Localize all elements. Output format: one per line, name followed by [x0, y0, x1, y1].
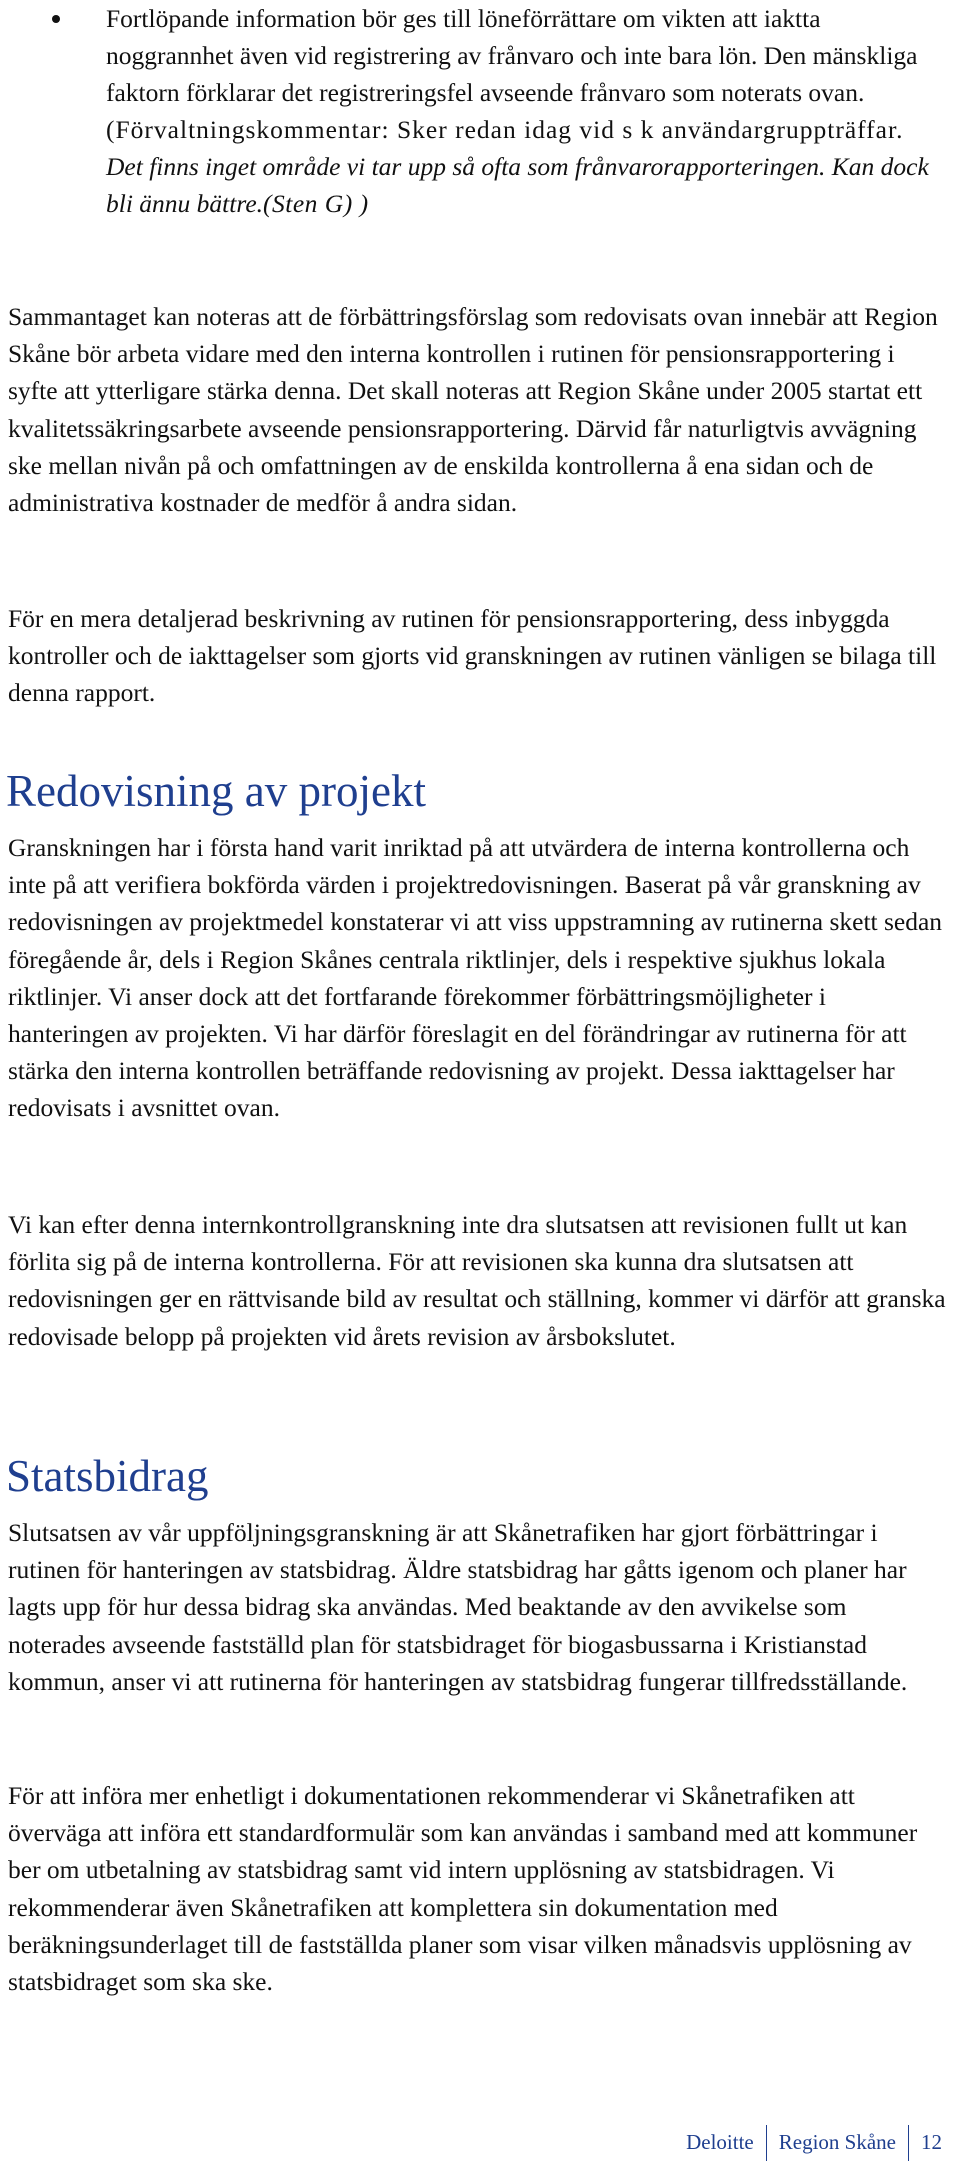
management-comment-signature: (Sten G) ) [263, 189, 369, 218]
bullet-dot-icon [52, 15, 60, 23]
footer-firm-name: Deloitte [686, 2130, 754, 2154]
footer-divider [766, 2125, 767, 2161]
management-comment-intro: (Förvaltningskommentar: Sker redan idag vid s k användargruppträffar. [106, 115, 904, 144]
page-footer [686, 2129, 942, 2155]
statsbidrag-paragraph-2: För att införa mer enhetligt i dokumentationen rekommenderar vi Skånetrafiken att överväga att införa ett standardformulär som kan användas i samband med att kommuner ber om utbetalning av statsbidrag samt vid intern upplösning av statsbidragen. Vi rekommenderar även Skånetrafiken att komplettera sin dokumentation med beräkningsunderlaget till de fastställda planer som visar vilken månadsvis upplösning av statsbidraget som ska ske. [8, 1781, 918, 1997]
summary-paragraph: Sammantaget kan noteras att de förbättringsförslag som redovisats ovan innebär att Region Skåne bör arbeta vidare med den interna kontrollen i rutinen för pensionsrapportering i syfte att ytterligare stärka denna. Det skall noteras att Region Skåne under 2005 startat ett kvalitetssäkringsarbete avseende pensionsrapportering. Därvid får naturligtvis avvägning ske mellan nivån på och omfattningen av de enskilda kontrollerna å ena sidan och de administrativa kostnader de medför å andra sidan. [8, 302, 938, 518]
management-comment-body: Det finns inget område vi tar upp så ofta som frånvarorapporteringen. Kan dock bli ännu bättre. [106, 152, 929, 218]
details-paragraph: För en mera detaljerad beskrivning av rutinen för pensionsrapportering, dess inbyggda kontroller och de iakttagelser som gjorts vid granskningen av rutinen vänligen se bilaga till denna rapport. [8, 604, 937, 708]
statsbidrag-paragraph-1: Slutsatsen av vår uppföljningsgranskning är att Skånetrafiken har gjort förbättringar i rutinen för hanteringen av statsbidrag. Äldre statsbidrag har gåtts igenom och planer har lagts upp för hur dessa bidrag ska användas. Med beaktande av den avvikelse som noterades avseende fastställd plan för statsbidraget för biogasbussarna i Kristianstad kommun, anser vi att rutinerna för hanteringen av statsbidrag fungerar tillfredsställande. [8, 1518, 908, 1696]
bullet-text: Fortlöpande information bör ges till löneförrättare om vikten att iaktta noggrannhet även vid registrering av frånvaro och inte bara lön. Den mänskliga faktorn förklarar det registreringsfel avseende frånvaro som noterats ovan. [106, 4, 918, 107]
bullet-item [106, 0, 936, 222]
projekt-paragraph-1: Granskningen har i första hand varit inriktad på att utvärdera de interna kontrollerna och inte på att verifiera bokförda värden i projektredovisningen. Baserat på vår granskning av redovisningen av projektmedel konstaterar vi att viss uppstramning av rutinerna skett sedan föregående år, dels i Region Skånes centrala riktlinjer, dels i respektive sjukhus lokala riktlinjer. Vi anser dock att det fortfarande förekommer förbättringsmöjligheter i hanteringen av projekten. Vi har därför föreslagit en del förändringar av rutinerna för att stärka den interna kontrollen beträffande redovisning av projekt. Dessa iakttagelser har redovisats i avsnittet ovan. [8, 833, 943, 1123]
heading-redovisning-av-projekt: Redovisning av projekt [6, 766, 426, 816]
projekt-paragraph-2: Vi kan efter denna internkontrollgranskning inte dra slutsatsen att revisionen fullt ut kan förlita sig på de interna kontrollerna. För att revisionen ska kunna dra slutsatsen att redovisningen ger en rättvisande bild av resultat och ställning, kommer vi därför att granska redovisade belopp på projekten vid årets revision av årsbokslutet. [8, 1210, 946, 1351]
page-number: 12 [921, 2130, 942, 2154]
footer-client-name: Region Skåne [778, 2130, 896, 2154]
heading-statsbidrag: Statsbidrag [6, 1451, 209, 1501]
footer-divider [908, 2125, 909, 2161]
